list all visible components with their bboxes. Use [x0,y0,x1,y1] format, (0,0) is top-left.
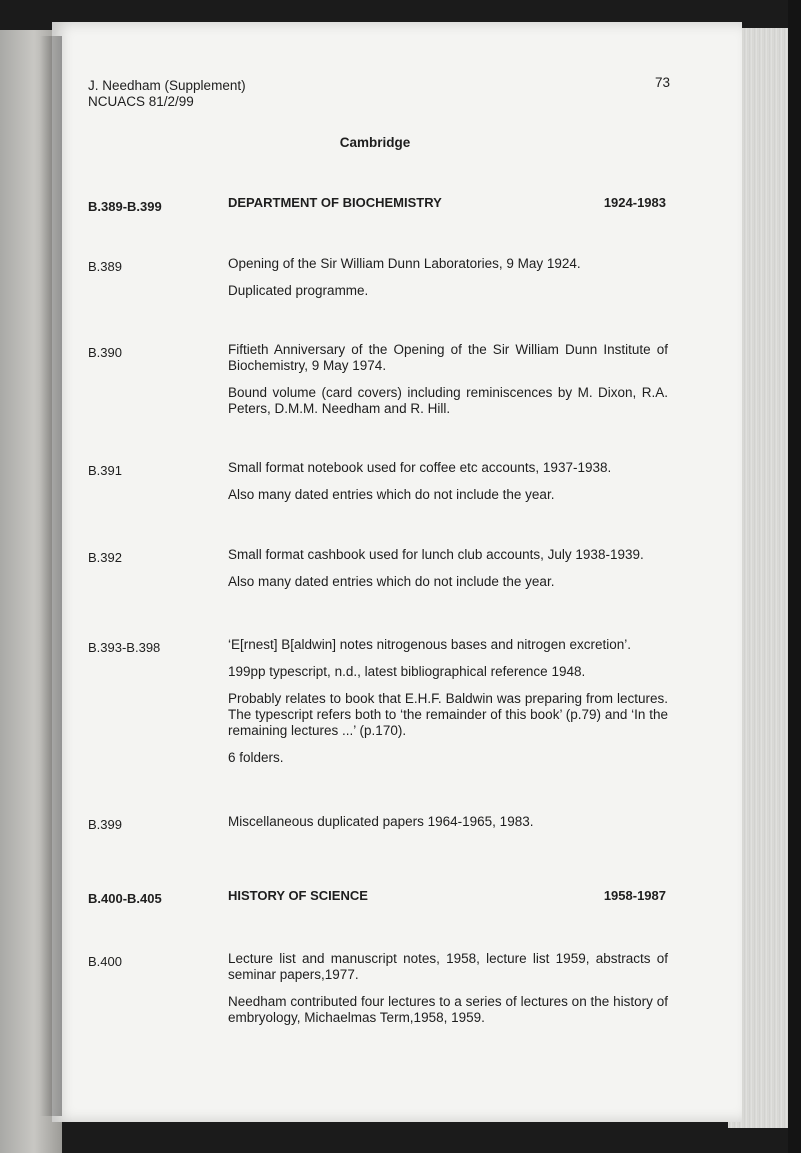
entry-paragraph: Bound volume (card covers) including reminiscences by M. Dixon, R.A. Peters, D.M.M. Needham and R. Hill. [228,385,668,416]
entry-body [228,342,668,428]
entry-paragraph: Lecture list and manuscript notes, 1958, lecture list 1959, abstracts of seminar papers,1977. [228,951,668,982]
entry-body [228,256,668,310]
section-dates: 1924-1983 [603,195,666,210]
entry-paragraph: 199pp typescript, n.d., latest bibliographical reference 1948. [228,664,586,679]
section-heading: HISTORY OF SCIENCE [228,888,368,903]
entry-paragraph: Probably relates to book that E.H.F. Baldwin was preparing from lectures. The typescript refers both to ‘the remainder of this book’ (p.79) and ‘In the remaining lectures ...’ (p.170). [228,691,668,738]
scan-border [788,0,801,1153]
entry-ref: B.393-B.398 [88,640,161,655]
gutter-shadow [40,36,62,1116]
page-number: 73 [654,75,670,90]
entry-ref: B.400 [88,954,122,969]
entry-ref: B.390 [88,345,122,360]
entry-paragraph: Opening of the Sir William Dunn Laboratories, 9 May 1924. [228,256,581,271]
entry-ref: B.391 [88,463,122,478]
section-ref: B.389-B.399 [88,199,162,214]
entry-paragraph: Duplicated programme. [228,283,369,298]
entry-paragraph: 6 folders. [228,750,284,765]
section-ref: B.400-B.405 [88,891,162,906]
entry-body [228,814,668,841]
entry-ref: B.399 [88,817,122,832]
entry-paragraph: Fiftieth Anniversary of the Opening of the Sir William Dunn Institute of Biochemistry, 9 May 1974. [228,342,668,373]
page-title: Cambridge [339,135,411,150]
entry-body [228,547,668,601]
entry-ref: B.389 [88,259,122,274]
entry-paragraph: ‘E[rnest] B[aldwin] notes nitrogenous bases and nitrogen excretion’. [228,637,631,652]
entry-paragraph: Small format notebook used for coffee etc accounts, 1937-1938. [228,460,612,475]
entry-body [228,460,668,514]
entry-paragraph: Also many dated entries which do not include the year. [228,487,555,502]
header-author: J. Needham (Supplement) [88,78,246,93]
running-header [88,78,246,110]
section-heading: DEPARTMENT OF BIOCHEMISTRY [228,195,442,210]
entry-ref: B.392 [88,550,122,565]
entry-paragraph: Miscellaneous duplicated papers 1964-1965, 1983. [228,814,534,829]
entry-body [228,637,668,777]
entry-body [228,951,668,1037]
entry-paragraph: Small format cashbook used for lunch club accounts, July 1938-1939. [228,547,644,562]
entry-paragraph: Also many dated entries which do not include the year. [228,574,555,589]
header-reference: NCUACS 81/2/99 [88,94,194,109]
entry-paragraph: Needham contributed four lectures to a series of lectures on the history of embryology, Michaelmas Term,1958, 1959. [228,994,668,1025]
section-dates: 1958-1987 [603,888,666,903]
